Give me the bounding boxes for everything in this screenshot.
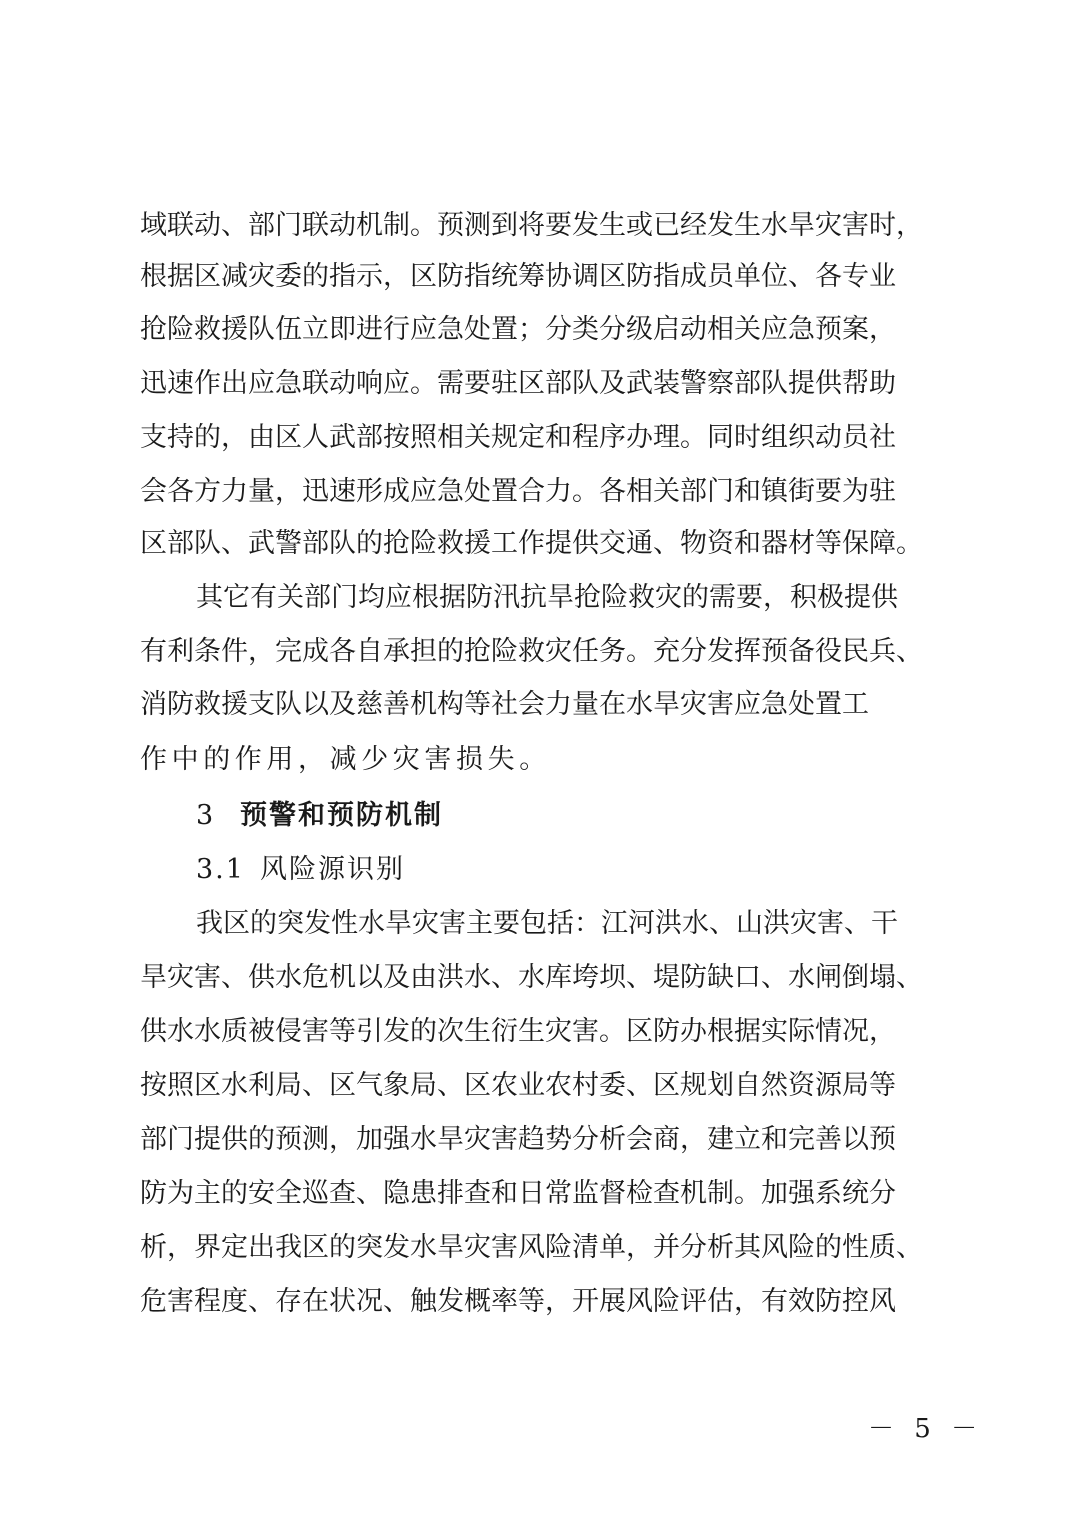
page-number: － 5 － — [868, 1414, 984, 1444]
paragraph-2-line-4: 作中的作用，减少灾害损失。 — [140, 744, 551, 775]
paragraph-1-line-2: 根据区减灾委的指示，区防指统筹协调区防指成员单位、各专业 — [140, 261, 896, 292]
paragraph-3-line-4: 按照区水利局、区气象局、区农业农村委、区规划自然资源局等 — [140, 1070, 896, 1101]
section-3-heading — [196, 798, 443, 834]
section-3-1-heading — [196, 852, 405, 888]
paragraph-1-line-6: 会各方力量，迅速形成应急处置合力。各相关部门和镇街要为驻 — [140, 476, 896, 507]
paragraph-1-line-3: 抢险救援队伍立即进行应急处置；分类分级启动相关应急预案， — [140, 314, 896, 345]
paragraph-1-line-7: 区部队、武警部队的抢险救援工作提供交通、物资和器材等保障。 — [140, 528, 923, 559]
paragraph-1-line-1: 域联动、部门联动机制。预测到将要发生或已经发生水旱灾害时， — [140, 210, 923, 241]
paragraph-3-line-2: 旱灾害、供水危机以及由洪水、水库垮坝、堤防缺口、水闸倒塌、 — [140, 962, 923, 993]
paragraph-3-line-6: 防为主的安全巡查、隐患排查和日常监督检查机制。加强系统分 — [140, 1178, 896, 1209]
section-3-1-number: 3.1 — [196, 854, 245, 885]
section-3-number: 3 — [196, 800, 216, 831]
section-3-title: 预警和预防机制 — [240, 800, 443, 831]
paragraph-3-line-8: 危害程度、存在状况、触发概率等，开展风险评估，有效防控风 — [140, 1286, 896, 1317]
paragraph-2-line-1: 其它有关部门均应根据防汛抗旱抢险救灾的需要，积极提供 — [196, 582, 898, 613]
paragraph-3-line-3: 供水水质被侵害等引发的次生衍生灾害。区防办根据实际情况， — [140, 1016, 896, 1047]
section-3-1-title: 风险源识别 — [260, 854, 405, 885]
paragraph-3-line-1: 我区的突发性水旱灾害主要包括：江河洪水、山洪灾害、干 — [196, 908, 898, 939]
paragraph-2-line-2: 有利条件，完成各自承担的抢险救灾任务。充分发挥预备役民兵、 — [140, 636, 923, 667]
paragraph-1-line-5: 支持的，由区人武部按照相关规定和程序办理。同时组织动员社 — [140, 422, 896, 453]
paragraph-3-line-7: 析，界定出我区的突发水旱灾害风险清单，并分析其风险的性质、 — [140, 1232, 923, 1263]
paragraph-3-line-5: 部门提供的预测，加强水旱灾害趋势分析会商，建立和完善以预 — [140, 1124, 896, 1155]
paragraph-2-line-3: 消防救援支队以及慈善机构等社会力量在水旱灾害应急处置工 — [140, 689, 869, 720]
paragraph-1-line-4: 迅速作出应急联动响应。需要驻区部队及武装警察部队提供帮助 — [140, 368, 896, 399]
